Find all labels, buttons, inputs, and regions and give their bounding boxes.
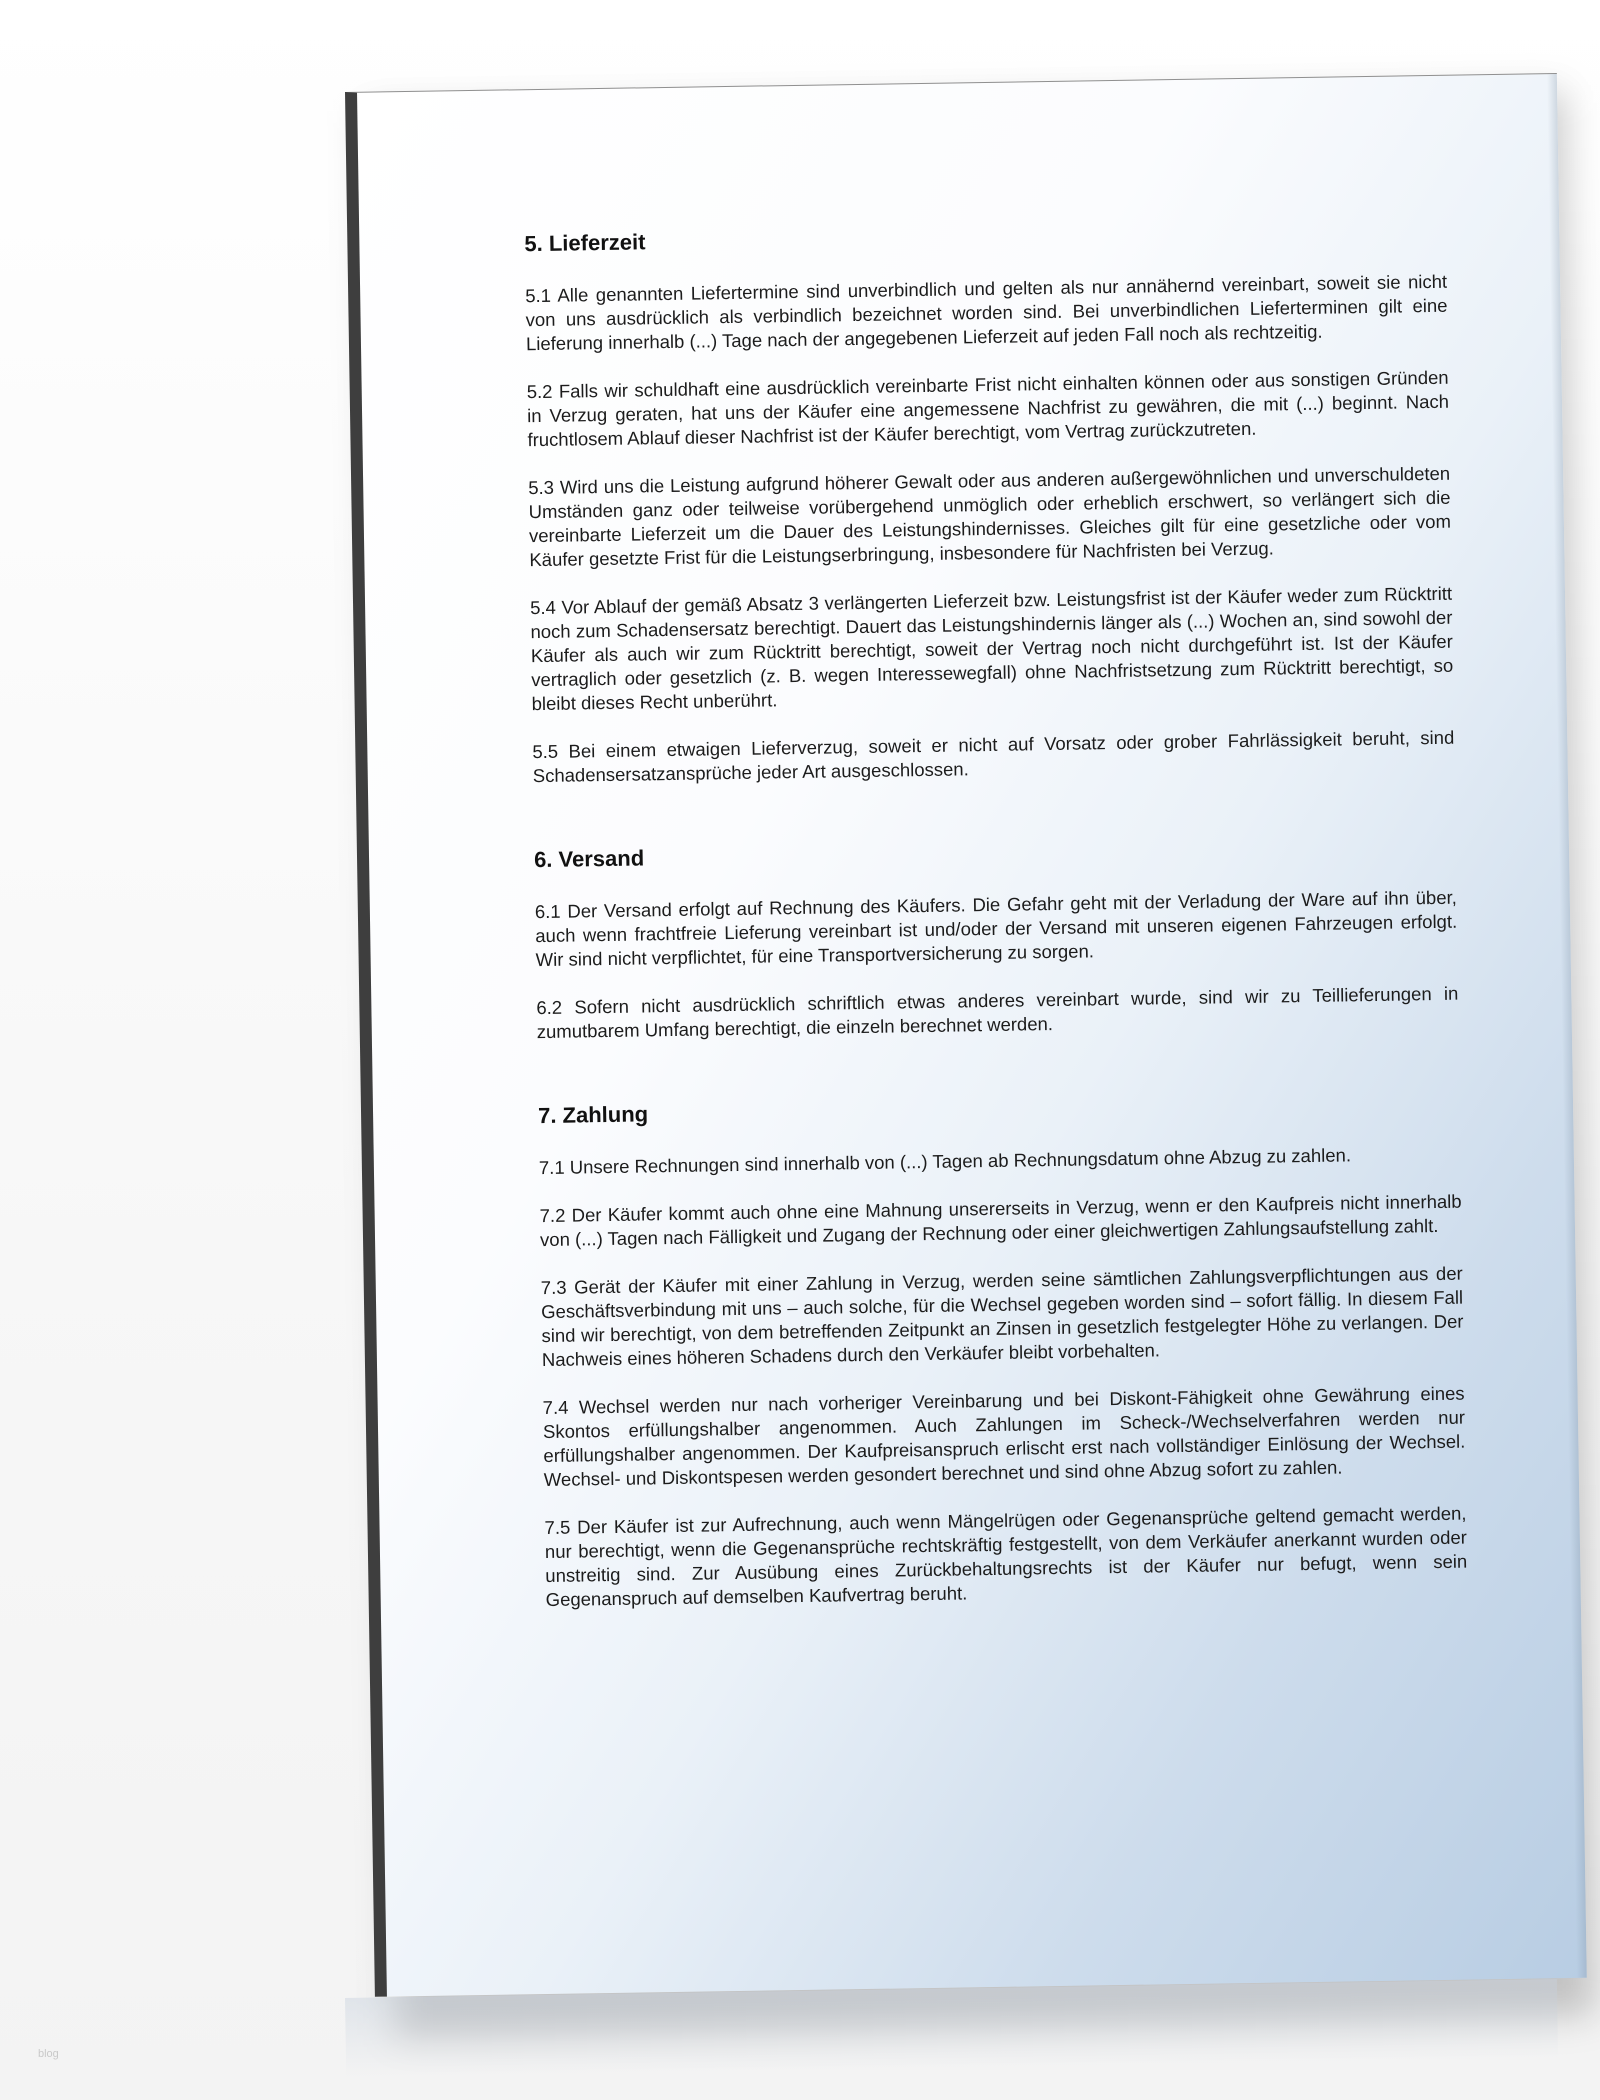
paragraph-7-3: 7.3 Gerät der Käufer mit einer Zahlung in Verzug, werden seine sämtlichen Zahlungsverpflichtungen aus der Geschäftsverbindung mit uns – auch solche, für die Wechsel gegeben worden sind – sofort fällig. In diesem Fall sind wir berechtigt, von dem betreffenden Zeitpunkt an Zinsen in gesetzlich festgelegter Höhe zu verlangen. Der Nachweis eines höheren Schadens durch den Verkäufer bleibt vorbehalten. [540,1262,1464,1371]
paragraph-7-5: 7.5 Der Käufer ist zur Aufrechnung, auch wenn Mängelrügen oder Gegenansprüche geltend gemacht werden, nur berechtigt, wenn die Gegenansprüche rechtskräftig festgestellt, von dem Verkäufer anerkannt wurden oder unstreitig sind. Zur Ausübung eines Zurückbehaltungsrechts ist der Käufer nur befugt, wenn sein Gegenanspruch auf demselben Kaufvertrag beruht. [544,1502,1468,1611]
section-heading-versand: 6. Versand [533,845,645,873]
section-heading-zahlung: 7. Zahlung [537,1101,649,1129]
page-content [524,216,1468,1636]
paragraph-6-2: 6.2 Sofern nicht ausdrücklich schriftlich etwas anderes vereinbart wurde, sind wir zu Teillieferungen in zumutbarem Umfang berechtigt, die einzeln berechnet werden. [536,982,1459,1043]
section-heading-lieferzeit: 5. Lieferzeit [524,229,646,257]
paragraph-5-2: 5.2 Falls wir schuldhaft eine ausdrücklich vereinbarte Frist nicht einhalten können oder aus sonstigen Gründen in Verzug geraten, hat uns der Käufer eine angemessene Nachfrist zu gewähren, die mit (...) beginnt. Nach fruchtlosem Ablauf dieser Nachfrist ist der Käufer berechtigt, vom Vertrag zurückzutreten. [526,366,1450,451]
paragraph-7-2: 7.2 Der Käufer kommt auch ohne eine Mahnung unsererseits in Verzug, wenn er den Kaufpreis nicht innerhalb von (...) Tagen nach Fälligkeit und Zugang der Rechnung oder einer gleichwertigen Zahlungsaufstellung zahlt. [539,1190,1462,1251]
paragraph-5-5: 5.5 Bei einem etwaigen Lieferverzug, soweit er nicht auf Vorsatz oder grober Fahrlässigkeit beruht, sind Schadensersatzansprüche jeder Art ausgeschlossen. [532,726,1455,787]
paragraph-5-3: 5.3 Wird uns die Leistung aufgrund höherer Gewalt oder aus anderen außergewöhnlichen und unverschuldeten Umständen ganz oder teilweise vorübergehend unmöglich oder erheblich erschwert, so verlängert sich die vereinbarte Lieferzeit um die Dauer des Leistungshindernisses. Gleiches gilt für eine gesetzliche oder vom Käufer gesetzte Frist für die Leistungserbringung, insbesondere für Nachfristen bei Verzug. [528,462,1452,571]
paragraph-7-4: 7.4 Wechsel werden nur nach vorheriger Vereinbarung und bei Diskont-Fähigkeit ohne Gewährung eines Skontos erfüllungshalber angenommen. Auch Zahlungen im Scheck-/Wechselverfahren werden nur erfüllungshalber angenommen. Der Kaufpreisanspruch erlischt erst nach vollständiger Einlösung der Wechsel. Wechsel- und Diskontspesen werden gesondert berechnet und sind ohne Abzug sofort zu zahlen. [542,1382,1466,1491]
document-page [345,73,1587,1997]
paragraph-7-1: 7.1 Unsere Rechnungen sind innerhalb von (...) Tagen ab Rechnungsdatum ohne Abzug zu zahlen. [538,1144,1352,1179]
paragraph-5-1: 5.1 Alle genannten Liefertermine sind unverbindlich und gelten als nur annähernd vereinbart, soweit sie nicht von uns ausdrücklich als verbindlich bezeichnet worden sind. Bei unverbindlichen Lieferterminen gilt eine Lieferung innerhalb (...) Tage nach der angegebenen Lieferzeit auf jeden Fall noch als rechtzeitig. [525,270,1448,355]
paragraph-5-4: 5.4 Vor Ablauf der gemäß Absatz 3 verlängerten Lieferzeit bzw. Leistungsfrist ist der Käufer weder zum Rücktritt noch zum Schadensersatz berechtigt. Dauert das Leistungshindernis länger als (...) Wochen an, sind sowohl der Käufer als auch wir zum Rücktritt berechtigt, soweit der Vertrag noch nicht durchgeführt ist. Ist der Käufer vertraglich oder gesetzlich (z. B. wegen Interessewegfall) ohne Nachfristsetzung zum Rücktritt berechtigt, so bleibt dieses Recht unberührt. [529,582,1454,715]
watermark-text: blog [38,2048,59,2060]
paragraph-6-1: 6.1 Der Versand erfolgt auf Rechnung des Käufers. Die Gefahr geht mit der Verladung der Ware auf ihn über, auch wenn frachtfreie Lieferung vereinbart ist und/oder der Versand mit unseren eigenen Fahrzeugen erfolgt. Wir sind nicht verpflichtet, für eine Transportversicherung zu sorgen. [534,886,1458,971]
